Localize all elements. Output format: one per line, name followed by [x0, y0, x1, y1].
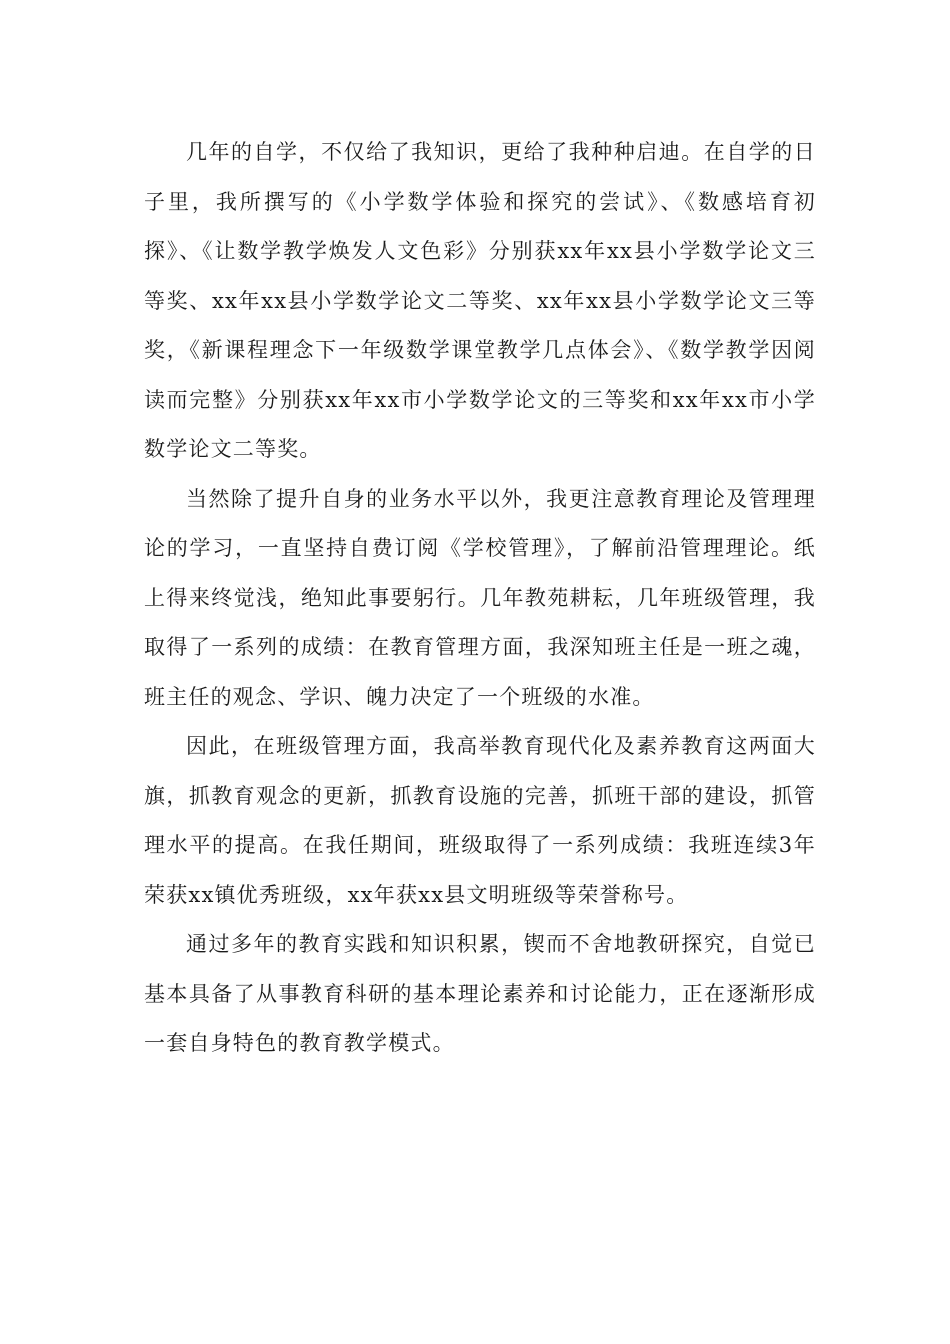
paragraph-1: 几年的自学，不仅给了我知识，更给了我种种启迪。在自学的日子里，我所撰写的《小学数学体验和探究的尝试》、《数感培育初探》、《让数学教学焕发人文色彩》分别获xx年xx县小学数学论文三等奖、xx年xx县小学数学论文二等奖、xx年xx县小学数学论文三等奖，《新课程理念下一年级数学课堂教学几点体会》、《数学教学因阅读而完整》分别获xx年xx市小学数学论文的三等奖和xx年xx市小学数学论文二等奖。: [144, 140, 816, 461]
paragraph-4: 通过多年的教育实践和知识积累，锲而不舍地教研探究，自觉已基本具备了从事教育科研的基本理论素养和讨论能力，正在逐渐形成一套自身特色的教育教学模式。: [144, 932, 816, 1055]
document-body: [144, 128, 816, 1069]
paragraph-3: 因此，在班级管理方面，我高举教育现代化及素养教育这两面大旗，抓教育观念的更新，抓教育设施的完善，抓班干部的建设，抓管理水平的提高。在我任期间，班级取得了一系列成绩：我班连续3年荣获xx镇优秀班级，xx年获xx县文明班级等荣誉称号。: [144, 734, 816, 907]
paragraph-2: 当然除了提升自身的业务水平以外，我更注意教育理论及管理理论的学习，一直坚持自费订阅《学校管理》，了解前沿管理理论。纸上得来终觉浅，绝知此事要躬行。几年教苑耕耘，几年班级管理，我取得了一系列的成绩：在教育管理方面，我深知班主任是一班之魂，班主任的观念、学识、魄力决定了一个班级的水准。: [144, 486, 816, 709]
